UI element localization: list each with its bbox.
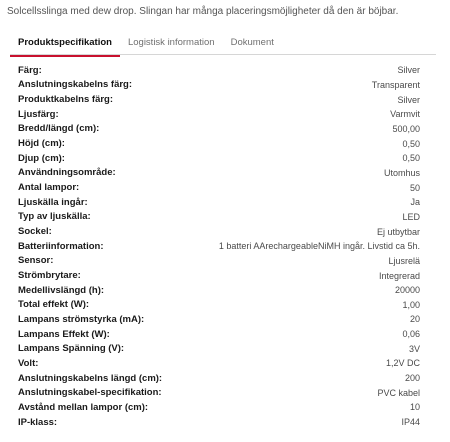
- spec-row-ip-klass: [18, 415, 420, 430]
- spec-value: Utomhus: [383, 167, 420, 178]
- spec-value: 10: [409, 402, 420, 413]
- tab-produktspecifikation[interactable]: Produktspecifikation: [10, 34, 120, 55]
- spec-row-sockel: [18, 224, 420, 239]
- spec-row-anslutningskabel-specifikation: [18, 385, 420, 400]
- spec-label: Sockel:: [18, 226, 52, 238]
- spec-value: 3V: [408, 343, 420, 354]
- spec-row-lampans-effekt: [18, 327, 420, 342]
- spec-label: Typ av ljuskälla:: [18, 211, 91, 223]
- spec-label: Medellivslängd (h):: [18, 284, 105, 296]
- spec-value: 0,06: [402, 329, 420, 340]
- spec-label: Höjd (cm):: [18, 138, 65, 150]
- spec-row-volt: [18, 356, 420, 371]
- spec-label: Bredd/längd (cm):: [18, 123, 100, 135]
- spec-row-medellivslangd: [18, 283, 420, 298]
- spec-label: Ljusfärg:: [18, 108, 59, 120]
- spec-value: 500,00: [392, 123, 420, 134]
- spec-row-ljusfarg: [18, 107, 420, 122]
- spec-value: Transparent: [371, 79, 420, 90]
- spec-label: Lampans Effekt (W):: [18, 328, 110, 340]
- spec-value: 1 batteri AArechargeableNiMH ingår. Livstid ca 5h.: [218, 241, 420, 252]
- spec-label: Batteriinformation:: [18, 240, 104, 252]
- spec-row-strombrytare: [18, 268, 420, 283]
- tab-bar: [10, 34, 282, 56]
- spec-label: Användningsområde:: [18, 167, 116, 179]
- spec-value: Integrerad: [378, 270, 420, 281]
- spec-row-djup: [18, 151, 420, 166]
- spec-label: Anslutningskabelns längd (cm):: [18, 372, 163, 384]
- spec-label: Ljuskälla ingår:: [18, 196, 88, 208]
- spec-value: 1,00: [402, 299, 420, 310]
- spec-row-bredd-langd: [18, 122, 420, 137]
- spec-value: 20000: [394, 285, 420, 296]
- spec-value: 0,50: [402, 153, 420, 164]
- spec-value: PVC kabel: [377, 387, 420, 398]
- spec-row-farg: [18, 63, 420, 78]
- spec-row-lampans-stromstyrka: [18, 312, 420, 327]
- spec-label: Produktkabelns färg:: [18, 94, 114, 106]
- spec-label: Sensor:: [18, 255, 54, 267]
- spec-row-total-effekt: [18, 298, 420, 313]
- spec-row-anslutningskabelns-langd: [18, 371, 420, 386]
- spec-row-typ-av-ljuskalla: [18, 210, 420, 225]
- tab-divider: [10, 54, 436, 55]
- spec-value: IP44: [401, 417, 420, 428]
- spec-row-produktkabelns-farg: [18, 92, 420, 107]
- spec-label: IP-klass:: [18, 416, 58, 428]
- spec-value: Ej utbytbar: [376, 226, 420, 237]
- spec-value: Silver: [397, 94, 420, 105]
- spec-label: Lampans Spänning (V):: [18, 343, 125, 355]
- tab-dokument[interactable]: Dokument: [230, 37, 274, 48]
- spec-row-anslutningskabelns-farg: [18, 78, 420, 93]
- spec-label: Volt:: [18, 357, 39, 369]
- spec-row-hojd: [18, 136, 420, 151]
- spec-label: Antal lampor:: [18, 182, 80, 194]
- spec-value: Ja: [410, 197, 420, 208]
- spec-label: Anslutningskabelns färg:: [18, 79, 133, 91]
- spec-value: Varmvit: [390, 109, 420, 120]
- spec-value: 20: [409, 314, 420, 325]
- spec-row-lampans-spanning: [18, 341, 420, 356]
- product-description: Solcellsslinga med dew drop. Slingan har många placeringsmöjligheter då den är böjbar.: [7, 6, 399, 17]
- spec-value: LED: [402, 211, 420, 222]
- spec-value: 1,2V DC: [385, 358, 420, 369]
- spec-row-avstand-mellan-lampor: [18, 400, 420, 415]
- spec-row-sensor: [18, 254, 420, 269]
- spec-label: Avstånd mellan lampor (cm):: [18, 401, 149, 413]
- spec-label: Lampans strömstyrka (mA):: [18, 313, 145, 325]
- spec-row-anvandningsomrade: [18, 166, 420, 181]
- spec-value: Silver: [397, 65, 420, 76]
- spec-label: Djup (cm):: [18, 152, 65, 164]
- spec-value: 0,50: [402, 138, 420, 149]
- spec-label: Total effekt (W):: [18, 299, 90, 311]
- spec-label: Färg:: [18, 64, 42, 76]
- spec-value: 50: [409, 182, 420, 193]
- spec-value: 200: [404, 373, 420, 384]
- tab-logistisk-information[interactable]: Logistisk information: [127, 37, 215, 48]
- spec-row-ljuskalla-ingar: [18, 195, 420, 210]
- spec-label: Anslutningskabel-specifikation:: [18, 387, 162, 399]
- spec-label: Strömbrytare:: [18, 270, 81, 282]
- spec-row-antal-lampor: [18, 180, 420, 195]
- spec-value: Ljusrelä: [388, 255, 420, 266]
- spec-list: [18, 63, 420, 429]
- spec-row-batteriinformation: [18, 239, 420, 254]
